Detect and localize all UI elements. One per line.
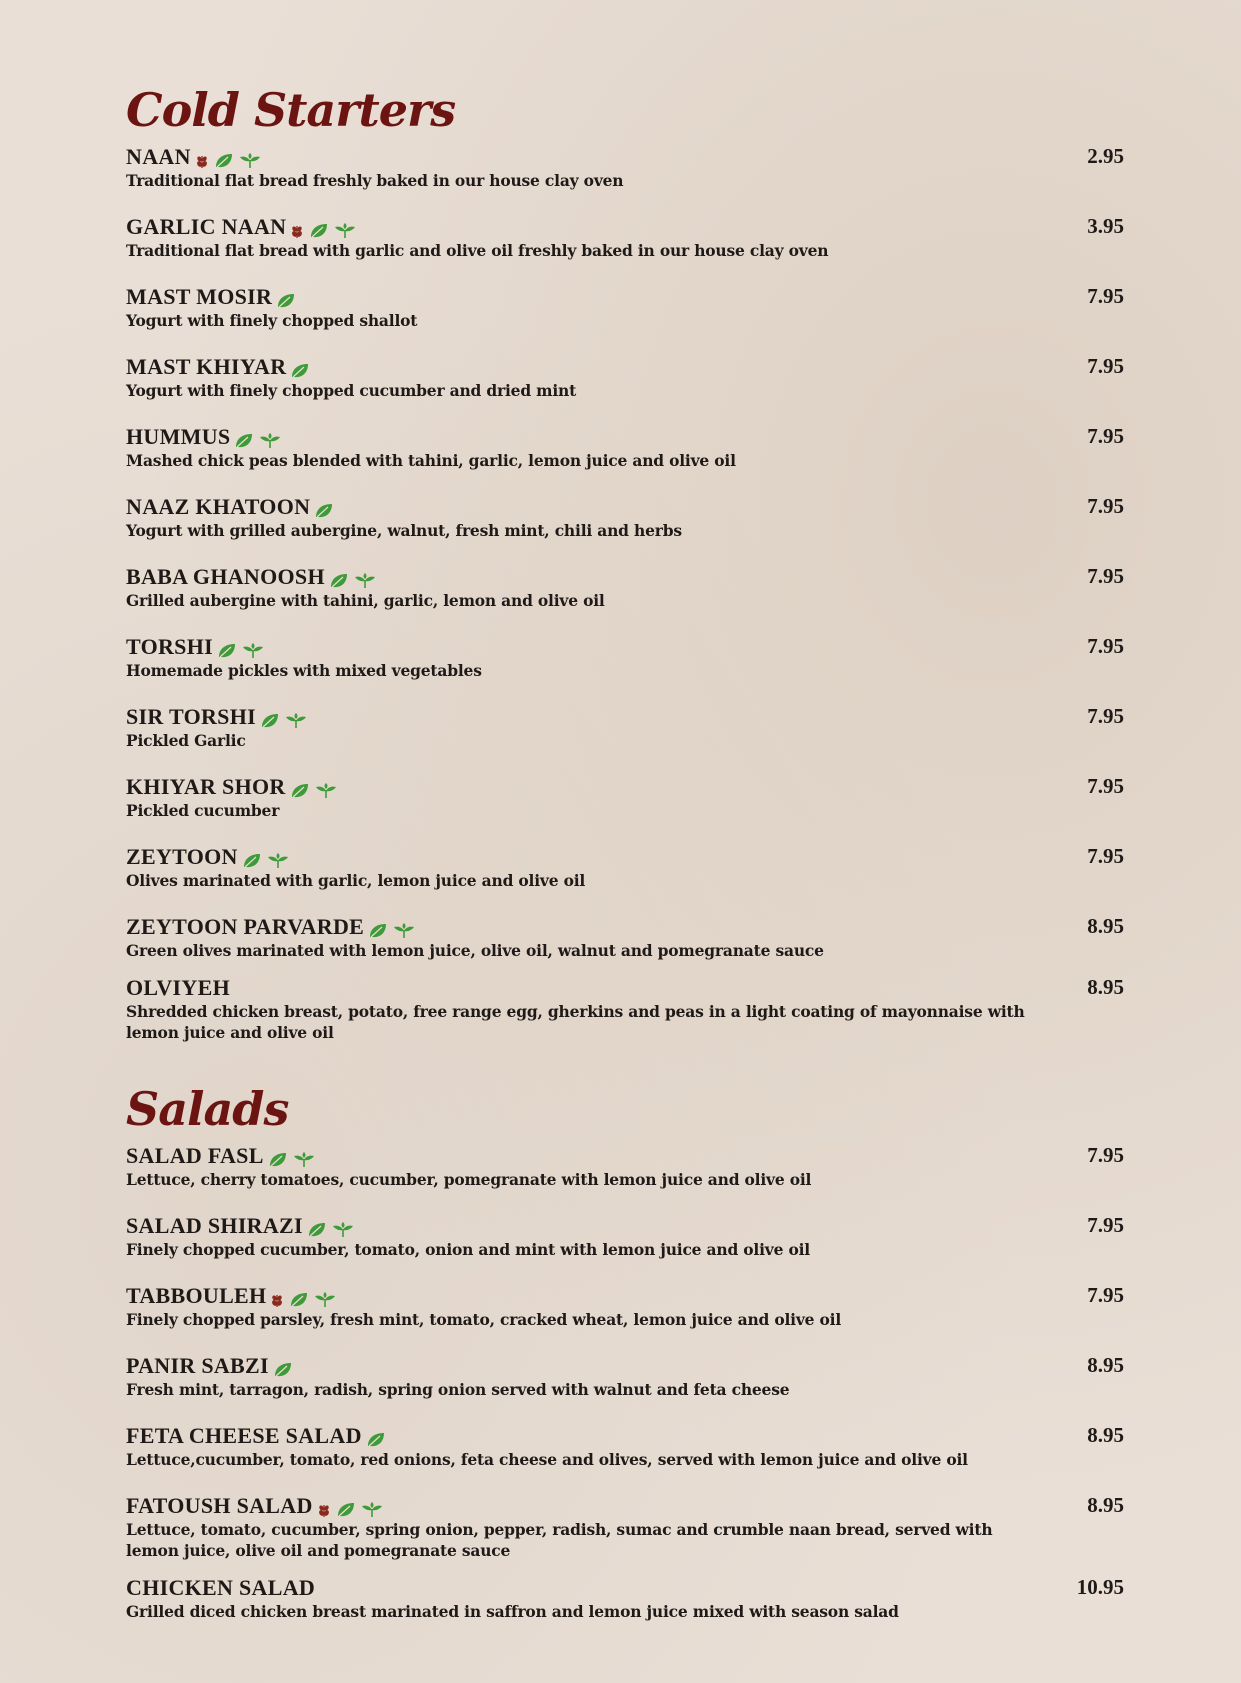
menu-item — [126, 973, 1124, 1043]
item-price: 7.95 — [1087, 1143, 1124, 1167]
item-header — [126, 772, 1124, 800]
item-header — [126, 1421, 1124, 1449]
item-description: Homemade pickles with mixed vegetables — [126, 661, 482, 680]
vegan-sprout-icon — [242, 643, 264, 659]
item-header — [126, 973, 1124, 1001]
menu-item — [126, 422, 1124, 471]
vegetarian-leaf-icon — [366, 1432, 386, 1448]
dietary-icons — [317, 1496, 388, 1516]
item-header — [126, 142, 1124, 170]
item-header — [126, 1573, 1124, 1601]
item-description: Traditional flat bread with garlic and olive oil freshly baked in our house clay oven — [126, 241, 829, 260]
dietary-icons — [217, 637, 269, 657]
item-name: CHICKEN SALAD — [126, 1574, 316, 1600]
item-name: HUMMUS — [126, 423, 231, 449]
item-header — [126, 422, 1124, 450]
menu-item — [126, 702, 1124, 751]
vegan-sprout-icon — [285, 713, 307, 729]
vegan-sprout-icon — [314, 1292, 336, 1308]
menu-item — [126, 1573, 1124, 1622]
item-header — [126, 632, 1124, 660]
dietary-icons — [290, 217, 361, 237]
section-salads — [126, 1077, 1124, 1622]
item-description: Lettuce,cucumber, tomato, red onions, feta cheese and olives, served with lemon juice and olive oil — [126, 1450, 968, 1469]
dietary-icons — [195, 147, 266, 167]
item-price: 3.95 — [1087, 214, 1124, 238]
dietary-icons — [270, 1286, 341, 1306]
vegan-sprout-icon — [267, 853, 289, 869]
vegan-sprout-icon — [332, 1222, 354, 1238]
item-name: PANIR SABZI — [126, 1352, 269, 1378]
item-description: Pickled cucumber — [126, 801, 280, 820]
menu-page — [126, 78, 1124, 1643]
item-price: 7.95 — [1087, 1283, 1124, 1307]
item-name: KHIYAR SHOR — [126, 773, 286, 799]
item-price: 7.95 — [1087, 634, 1124, 658]
dietary-icons — [276, 287, 301, 307]
dietary-icons — [314, 497, 339, 517]
menu-item — [126, 282, 1124, 331]
vegetarian-leaf-icon — [307, 1222, 327, 1238]
item-header — [126, 1281, 1124, 1309]
item-description: Mashed chick peas blended with tahini, garlic, lemon juice and olive oil — [126, 451, 736, 470]
item-name: FATOUSH SALAD — [126, 1492, 313, 1518]
item-name: MAST KHIYAR — [126, 353, 287, 379]
vegetarian-leaf-icon — [273, 1362, 293, 1378]
vegetarian-leaf-icon — [368, 923, 388, 939]
item-header — [126, 492, 1124, 520]
item-description: Yogurt with finely chopped cucumber and dried mint — [126, 381, 577, 400]
vegetarian-leaf-icon — [242, 853, 262, 869]
item-price: 8.95 — [1087, 975, 1124, 999]
section-title: Cold Starters — [126, 83, 456, 137]
section-cold-starters — [126, 78, 1124, 1043]
menu-item — [126, 772, 1124, 821]
item-header — [126, 702, 1124, 730]
item-header — [126, 1491, 1124, 1519]
item-price: 2.95 — [1087, 144, 1124, 168]
item-price: 7.95 — [1087, 284, 1124, 308]
item-description: Grilled diced chicken breast marinated in saffron and lemon juice mixed with season salad — [126, 1602, 899, 1621]
item-description: Grilled aubergine with tahini, garlic, lemon and olive oil — [126, 591, 605, 610]
vegan-sprout-icon — [315, 783, 337, 799]
menu-item — [126, 842, 1124, 891]
item-name: NAAZ KHATOON — [126, 493, 311, 519]
item-name: MAST MOSIR — [126, 283, 273, 309]
vegan-sprout-icon — [239, 153, 261, 169]
vegan-sprout-icon — [334, 223, 356, 239]
gluten-icon — [317, 1502, 331, 1518]
item-name: GARLIC NAAN — [126, 213, 287, 239]
vegetarian-leaf-icon — [217, 643, 237, 659]
item-name: ZEYTOON — [126, 843, 238, 869]
dietary-icons — [273, 1356, 298, 1376]
item-description: Lettuce, cherry tomatoes, cucumber, pomegranate with lemon juice and olive oil — [126, 1170, 812, 1189]
item-name: SALAD SHIRAZI — [126, 1212, 303, 1238]
menu-item — [126, 912, 1124, 961]
vegetarian-leaf-icon — [329, 573, 349, 589]
vegetarian-leaf-icon — [290, 363, 310, 379]
menu-item — [126, 1421, 1124, 1470]
menu-item — [126, 142, 1124, 191]
item-description: Green olives marinated with lemon juice, olive oil, walnut and pomegranate sauce — [126, 941, 824, 960]
dietary-icons — [368, 917, 420, 937]
menu-item — [126, 1141, 1124, 1190]
item-header — [126, 282, 1124, 310]
item-description: Traditional flat bread freshly baked in our house clay oven — [126, 171, 624, 190]
vegetarian-leaf-icon — [336, 1502, 356, 1518]
menu-item — [126, 632, 1124, 681]
item-header — [126, 1211, 1124, 1239]
dietary-icons — [366, 1426, 391, 1446]
item-name: TORSHI — [126, 633, 213, 659]
menu-item — [126, 562, 1124, 611]
item-price: 10.95 — [1076, 1575, 1124, 1599]
item-name: ZEYTOON PARVARDE — [126, 913, 365, 939]
vegetarian-leaf-icon — [276, 293, 296, 309]
item-name: OLVIYEH — [126, 974, 230, 1000]
dietary-icons — [290, 777, 342, 797]
item-header — [126, 912, 1124, 940]
item-price: 7.95 — [1087, 494, 1124, 518]
item-price: 8.95 — [1087, 1493, 1124, 1517]
vegan-sprout-icon — [293, 1152, 315, 1168]
dietary-icons — [242, 847, 294, 867]
item-price: 8.95 — [1087, 914, 1124, 938]
gluten-icon — [195, 153, 209, 169]
vegetarian-leaf-icon — [234, 433, 254, 449]
item-name: FETA CHEESE SALAD — [126, 1422, 362, 1448]
item-header — [126, 842, 1124, 870]
item-description: Shredded chicken breast, potato, free range egg, gherkins and peas in a light coating of mayonnaise with lemon juice and olive oil — [126, 1002, 1025, 1042]
menu-item — [126, 352, 1124, 401]
item-description: Finely chopped parsley, fresh mint, tomato, cracked wheat, lemon juice and olive oil — [126, 1310, 842, 1329]
dietary-icons — [307, 1216, 359, 1236]
item-price: 7.95 — [1087, 844, 1124, 868]
item-description: Pickled Garlic — [126, 731, 246, 750]
dietary-icons — [234, 427, 286, 447]
menu-item — [126, 1491, 1124, 1561]
gluten-icon — [290, 223, 304, 239]
item-header — [126, 1141, 1124, 1169]
item-name: SIR TORSHI — [126, 703, 256, 729]
item-list — [126, 142, 1124, 1043]
item-description: Yogurt with grilled aubergine, walnut, fresh mint, chili and herbs — [126, 521, 682, 540]
item-price: 7.95 — [1087, 424, 1124, 448]
item-description: Olives marinated with garlic, lemon juice and olive oil — [126, 871, 586, 890]
item-header — [126, 352, 1124, 380]
vegetarian-leaf-icon — [314, 503, 334, 519]
item-price: 8.95 — [1087, 1353, 1124, 1377]
dietary-icons — [260, 707, 312, 727]
item-price: 7.95 — [1087, 354, 1124, 378]
vegetarian-leaf-icon — [290, 783, 310, 799]
menu-item — [126, 492, 1124, 541]
item-header — [126, 562, 1124, 590]
vegan-sprout-icon — [393, 923, 415, 939]
menu-item — [126, 1211, 1124, 1260]
item-price: 7.95 — [1087, 774, 1124, 798]
item-price: 8.95 — [1087, 1423, 1124, 1447]
dietary-icons — [290, 357, 315, 377]
item-price: 7.95 — [1087, 564, 1124, 588]
vegetarian-leaf-icon — [260, 713, 280, 729]
gluten-icon — [270, 1292, 284, 1308]
section-title: Salads — [126, 1082, 289, 1136]
item-name: TABBOULEH — [126, 1282, 267, 1308]
vegan-sprout-icon — [361, 1502, 383, 1518]
item-name: SALAD FASL — [126, 1142, 264, 1168]
item-price: 7.95 — [1087, 704, 1124, 728]
item-description: Finely chopped cucumber, tomato, onion and mint with lemon juice and olive oil — [126, 1240, 810, 1259]
vegetarian-leaf-icon — [309, 223, 329, 239]
item-price: 7.95 — [1087, 1213, 1124, 1237]
item-name: BABA GHANOOSH — [126, 563, 325, 589]
vegetarian-leaf-icon — [289, 1292, 309, 1308]
menu-item — [126, 1281, 1124, 1330]
vegan-sprout-icon — [259, 433, 281, 449]
menu-item — [126, 212, 1124, 261]
item-header — [126, 1351, 1124, 1379]
vegetarian-leaf-icon — [214, 153, 234, 169]
item-description: Yogurt with finely chopped shallot — [126, 311, 418, 330]
item-header — [126, 212, 1124, 240]
dietary-icons — [329, 567, 381, 587]
item-list — [126, 1141, 1124, 1622]
item-name: NAAN — [126, 143, 191, 169]
item-description: Lettuce, tomato, cucumber, spring onion, pepper, radish, sumac and crumble naan bread, served with lemon juice, olive oil and pomegranate sauce — [126, 1520, 993, 1560]
item-description: Fresh mint, tarragon, radish, spring onion served with walnut and feta cheese — [126, 1380, 790, 1399]
vegan-sprout-icon — [354, 573, 376, 589]
menu-item — [126, 1351, 1124, 1400]
dietary-icons — [268, 1146, 320, 1166]
vegetarian-leaf-icon — [268, 1152, 288, 1168]
